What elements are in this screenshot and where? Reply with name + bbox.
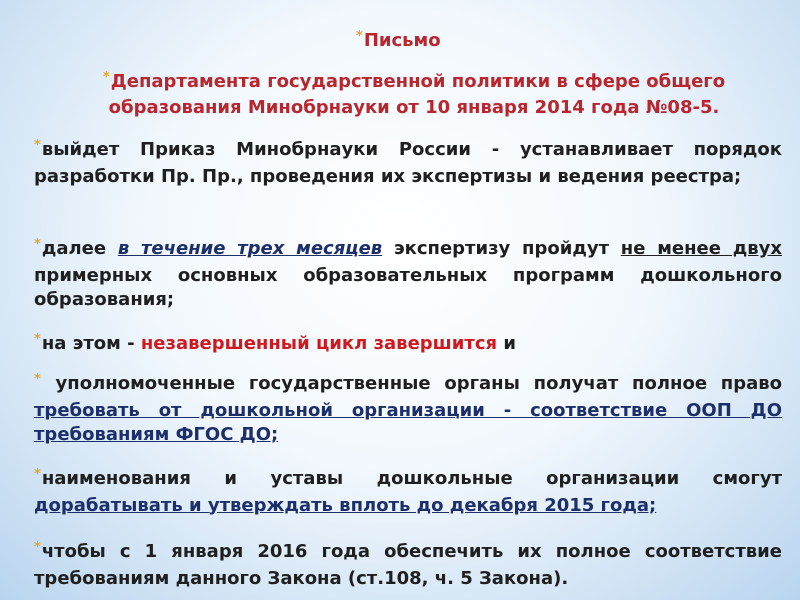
bullet-item xyxy=(34,540,782,591)
subtitle-text: Департамента государственной политики в сфере общего образования Минобрнауки от 10 января 2014 года №08-5. xyxy=(108,71,726,118)
asterisk-bullet-icon: * xyxy=(34,237,41,252)
highlight-text: незавершенный цикл завершится xyxy=(140,333,498,354)
bullet-item xyxy=(34,372,782,448)
bullet-text: экспертизу пройдут xyxy=(382,238,621,259)
bullet-text: далее xyxy=(41,238,118,259)
bullet-text: и xyxy=(497,333,516,354)
bullet-text: чтобы с 1 января 2016 года обеспечить их полное соответствие требованиям данного Закона (ст.108, ч. 5 Закона). xyxy=(34,541,782,589)
underlined-text: не менее двух xyxy=(620,238,782,259)
bullet-item xyxy=(34,237,782,313)
asterisk-bullet-icon: * xyxy=(34,138,41,153)
asterisk-bullet-icon: * xyxy=(356,29,363,44)
asterisk-bullet-icon: * xyxy=(34,467,41,482)
slide-title xyxy=(356,30,441,51)
bullet-item xyxy=(34,467,782,518)
bullet-item xyxy=(34,332,782,359)
bullet-text: на этом - xyxy=(41,333,141,354)
asterisk-bullet-icon: * xyxy=(102,70,110,85)
asterisk-bullet-icon: * xyxy=(34,372,41,387)
bullet-text: наименования и уставы дошкольные организации смогут xyxy=(41,468,782,489)
bullet-text: уполномоченные государственные органы получат полное право xyxy=(41,373,782,394)
title-text: Письмо xyxy=(363,30,441,51)
underlined-text: дорабатывать и утверждать вплоть до декабря 2015 года; xyxy=(34,494,657,516)
asterisk-bullet-icon: * xyxy=(34,540,41,555)
asterisk-bullet-icon: * xyxy=(34,332,41,347)
slide-subtitle xyxy=(54,70,774,120)
bullet-text: выйдет Приказ Минобрнауки России - устанавливает порядок разработки Пр. Пр., проведения их экспертизы и ведения реестра; xyxy=(34,139,782,187)
bullet-item xyxy=(34,138,782,189)
emphasis-text: в течение трех месяцев xyxy=(117,238,383,259)
underlined-text: требовать от дошкольной организации - соответствие ООП ДО требованиям ФГОС ДО; xyxy=(34,399,782,445)
bullet-text: примерных основных образовательных программ дошкольного образования; xyxy=(34,264,782,310)
